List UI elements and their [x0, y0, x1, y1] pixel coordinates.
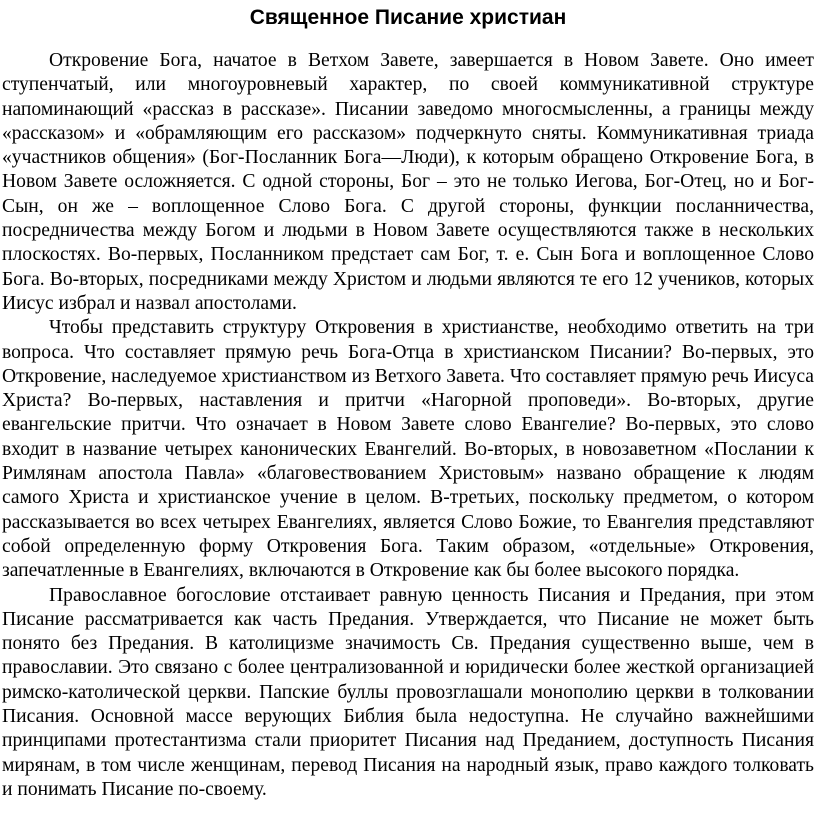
paragraph-3: Православное богословие отстаивает равную ценность Писания и Предания, при этом Писание рассматривается как часть Предания. Утверждается, что Писание не может быть понято без Предания. В католицизме значимость Св. Предания существенно выше, чем в православии. Это связано с более централизованной и юридически более жесткой организацией римско-католической церкви. Папские буллы провозглашали монополию церкви в толковании Писания. Основной массе верующих Библия была недоступна. Не случайно важнейшими принципами протестантизма стали приоритет Писания над Преданием, доступность Писания мирянам, в том числе женщинам, перевод Писания на народный язык, право каждого толковать и понимать Писание по-своему. — [2, 584, 814, 800]
document-body — [2, 49, 814, 802]
paragraph-2: Чтобы представить структуру Откровения в христианстве, необходимо ответить на три вопроса. Что составляет прямую речь Бога-Отца в христианском Писании? Во-первых, это Откровение, наследуемое христианством из Ветхого Завета. Что составляет прямую речь Иисуса Христа? Во-первых, наставления и притчи «Нагорной проповеди». Во-вторых, другие евангельские притчи. Что означает в Новом Завете слово Евангелие? Во-первых, это слово входит в название четырех канонических Евангелий. Во-вторых, в новозаветном «Послании к Римлянам апостола Павла» «благовествованием Христовым» названо обращение к людям самого Христа и христианское учение в целом. В-третьих, поскольку предметом, о котором рассказывается во всех четырех Евангелиях, является Слово Божие, то Евангелия представляют собой определенную форму Откровения Бога. Таким образом, «отдельные» Откровения, запечатленные в Евангелиях, включаются в Откровение как бы более высокого порядка. — [2, 317, 814, 582]
document-title: Священное Писание христиан — [249, 6, 567, 29]
paragraph-1: Откровение Бога, начатое в Ветхом Завете, завершается в Новом Завете. Оно имеет ступенчатый, или многоуровневый характер, по своей коммуникативной структуре напоминающий «рассказ в рассказе». Писании заведомо многосмысленны, а границы между «рассказом» и «обрамляющим его рассказом» подчеркнуто сняты. Коммуникативная триада «участников общения» (Бог-Посланник Бога—Люди), к которым обращено Откровение Бога, в Новом Завете осложняется. С одной стороны, Бог – это не только Иегова, Бог-Отец, но и Бог-Сын, он же – воплощенное Слово Бога. С другой стороны, функции посланничества, посредничества между Богом и людьми в Новом Завете осуществляются также в нескольких плоскостях. Во-первых, Посланником предстает сам Бог, т. е. Сын Бога и воплощенное Слово Бога. Во-вторых, посредниками между Христом и людьми являются те его 12 учеников, которых Иисус избрал и назвал апостолами. — [2, 50, 814, 314]
